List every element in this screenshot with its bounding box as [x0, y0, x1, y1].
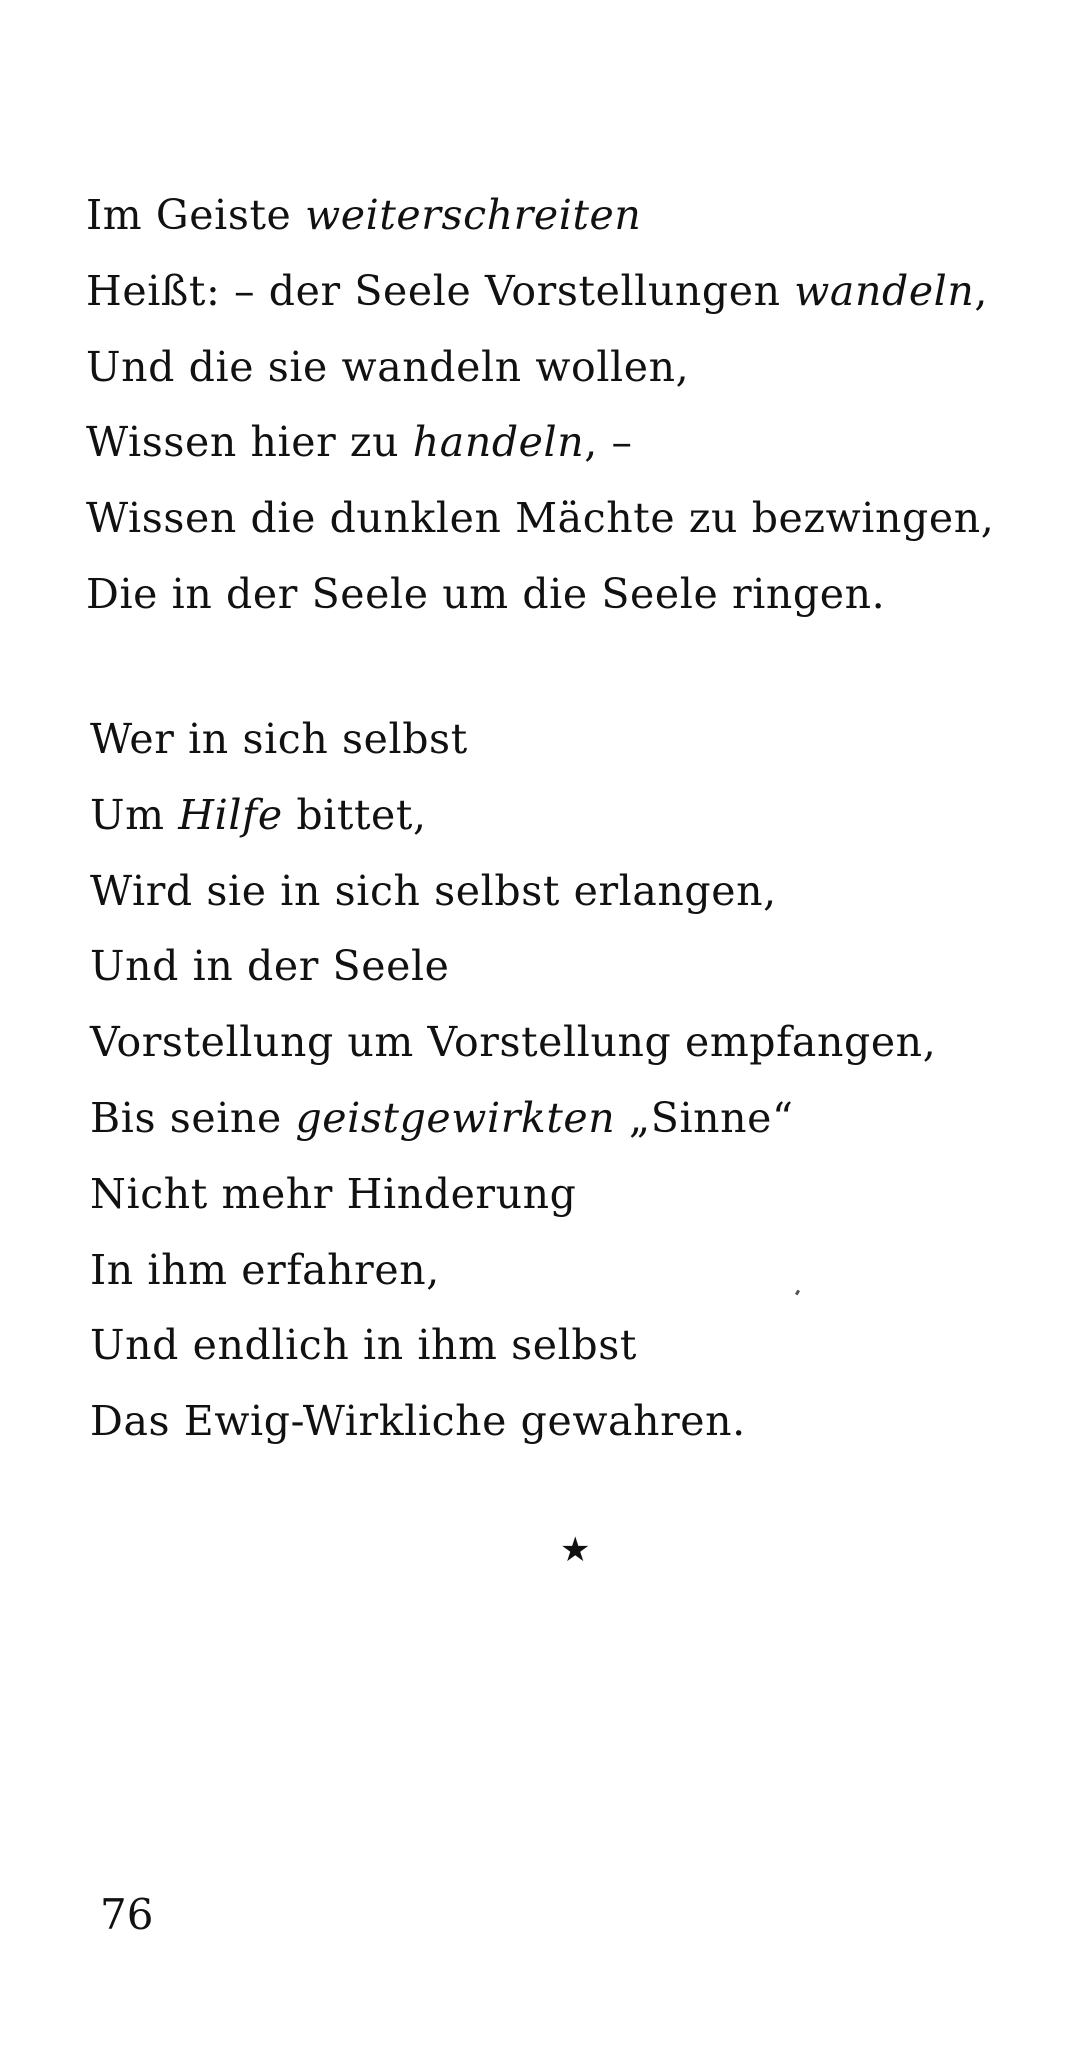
line-text: Heißt: – der Seele Vorstellungen: [86, 266, 795, 315]
poem-line: Und die sie wandeln wollen,: [86, 342, 690, 391]
poem-line: [90, 778, 1050, 854]
poem-line: In ihm erfahren,: [90, 1245, 440, 1294]
poem-line: [86, 405, 1046, 481]
line-text: Um: [90, 790, 179, 839]
poem-line: Nicht mehr Hinderung: [90, 1169, 577, 1218]
star-icon: ★: [560, 1530, 591, 1570]
poem-line: Wissen die dunklen Mächte zu bezwingen,: [86, 494, 995, 543]
poem-stanza-1: [86, 178, 1046, 633]
italic-word: handeln: [412, 418, 585, 467]
poem-stanza-2: [90, 702, 1050, 1460]
poem-line: Die in der Seele um die Seele ringen.: [86, 569, 886, 618]
line-text: ,: [974, 266, 989, 315]
line-text: , –: [584, 418, 633, 467]
poem-line: [90, 1081, 1050, 1157]
poem-line: Und in der Seele: [90, 942, 450, 991]
line-text: Bis seine: [90, 1093, 296, 1142]
line-text: bittet,: [282, 790, 427, 839]
italic-word: weiterschreiten: [305, 191, 642, 239]
line-text: „Sinne“: [615, 1093, 794, 1142]
page-number: 76: [100, 1890, 154, 1939]
poem-line: [86, 254, 1046, 330]
italic-word: geistgewirkten: [295, 1093, 616, 1142]
poem-line: Das Ewig-Wirkliche gewahren.: [90, 1397, 746, 1446]
poem-line: Vorstellung um Vorstellung empfangen,: [90, 1018, 937, 1067]
line-text: Im Geiste: [86, 191, 306, 239]
poem-line: Wer in sich selbst: [90, 715, 468, 763]
poem-line: Wird sie in sich selbst erlangen,: [90, 866, 777, 915]
poem-line: Und endlich in ihm selbst: [90, 1321, 637, 1370]
line-text: Wissen hier zu: [86, 418, 413, 467]
italic-word: Hilfe: [178, 790, 283, 839]
italic-word: wandeln: [794, 266, 975, 315]
poem-line: [86, 178, 1046, 254]
